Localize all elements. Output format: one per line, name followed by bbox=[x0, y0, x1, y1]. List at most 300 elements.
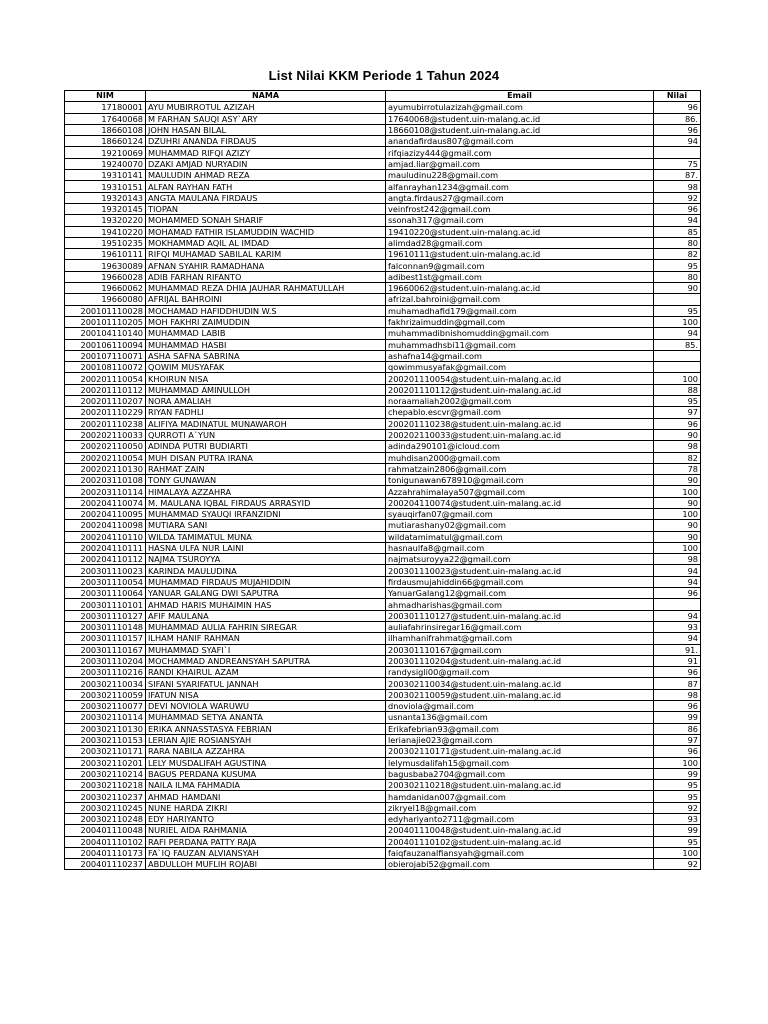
cell-nim: 200204110074 bbox=[65, 497, 146, 508]
cell-nama: ALFAN RAYHAN FATH bbox=[146, 181, 386, 192]
cell-nim: 200201110229 bbox=[65, 407, 146, 418]
table-row bbox=[65, 339, 701, 350]
cell-nama: MUHAMMAD RIFQI AZIZY bbox=[146, 147, 386, 158]
table-row bbox=[65, 497, 701, 508]
cell-nilai: 94 bbox=[654, 328, 701, 339]
cell-nilai: 87 bbox=[654, 678, 701, 689]
cell-nim: 200302110214 bbox=[65, 768, 146, 779]
cell-email: 17640068@student.uin-malang.ac.id bbox=[386, 113, 654, 124]
cell-nim: 200401110102 bbox=[65, 836, 146, 847]
cell-nama: MUHAMMAD SYAUQI IRFANZIDNI bbox=[146, 508, 386, 519]
cell-email: muhamadhafid179@gmail.com bbox=[386, 305, 654, 316]
table-row bbox=[65, 836, 701, 847]
cell-nama: MUH DISAN PUTRA IRANA bbox=[146, 452, 386, 463]
cell-nim: 200302110114 bbox=[65, 712, 146, 723]
cell-nilai: 93 bbox=[654, 814, 701, 825]
table-row bbox=[65, 158, 701, 169]
cell-email: 19610111@student.uin-malang.ac.id bbox=[386, 249, 654, 260]
cell-nim: 200302110245 bbox=[65, 802, 146, 813]
cell-nim: 19410220 bbox=[65, 226, 146, 237]
cell-nama: HIMALAYA AZZAHRA bbox=[146, 486, 386, 497]
cell-nilai: 75 bbox=[654, 158, 701, 169]
table-row bbox=[65, 170, 701, 181]
table-row bbox=[65, 565, 701, 576]
cell-email: muhammadhsbi11@gmail.com bbox=[386, 339, 654, 350]
cell-nilai: 100 bbox=[654, 316, 701, 327]
cell-email: rifqiazizy444@gmail.com bbox=[386, 147, 654, 158]
cell-nama: ASHA SAFNA SABRINA bbox=[146, 350, 386, 361]
cell-nama: AHMAD HARIS MUHAIMIN HAS bbox=[146, 599, 386, 610]
cell-nama: SIFANI SYARIFATUL JANNAH bbox=[146, 678, 386, 689]
cell-nilai: 95 bbox=[654, 396, 701, 407]
cell-nilai bbox=[654, 147, 701, 158]
cell-nama: LERIAN AJIE ROSIANSYAH bbox=[146, 734, 386, 745]
table-row bbox=[65, 452, 701, 463]
cell-email: firdausmujahiddin66@gmail.com bbox=[386, 576, 654, 587]
cell-nilai: 100 bbox=[654, 757, 701, 768]
cell-nama: RARA NABILA AZZAHRA bbox=[146, 746, 386, 757]
cell-email: 200301110023@student.uin-malang.ac.id bbox=[386, 565, 654, 576]
table-row bbox=[65, 294, 701, 305]
column-header-nim: NIM bbox=[65, 91, 146, 102]
cell-nilai: 97 bbox=[654, 407, 701, 418]
cell-nama: EDY HARIYANTO bbox=[146, 814, 386, 825]
cell-email: auliafahrinsiregar16@gmail.com bbox=[386, 621, 654, 632]
cell-nim: 200401110048 bbox=[65, 825, 146, 836]
table-row bbox=[65, 655, 701, 666]
table-row bbox=[65, 746, 701, 757]
cell-nim: 200202110033 bbox=[65, 429, 146, 440]
cell-email: afrizal.bahroini@gmail.com bbox=[386, 294, 654, 305]
table-row bbox=[65, 260, 701, 271]
cell-nim: 200302110237 bbox=[65, 791, 146, 802]
table-row bbox=[65, 429, 701, 440]
table-row bbox=[65, 124, 701, 135]
table-row bbox=[65, 791, 701, 802]
cell-nilai: 100 bbox=[654, 542, 701, 553]
cell-nilai: 96 bbox=[654, 102, 701, 113]
cell-nama: MUHAMMAD SYAFI`I bbox=[146, 644, 386, 655]
cell-email: mutiarashany02@gmail.com bbox=[386, 520, 654, 531]
table-row bbox=[65, 475, 701, 486]
cell-nilai bbox=[654, 294, 701, 305]
table-row bbox=[65, 599, 701, 610]
table-row bbox=[65, 486, 701, 497]
cell-nilai: 88 bbox=[654, 384, 701, 395]
cell-nilai: 95 bbox=[654, 260, 701, 271]
cell-email: 19410220@student.uin-malang.ac.id bbox=[386, 226, 654, 237]
cell-nim: 200202110050 bbox=[65, 441, 146, 452]
cell-nilai: 98 bbox=[654, 181, 701, 192]
cell-nilai: 96 bbox=[654, 124, 701, 135]
table-row bbox=[65, 644, 701, 655]
cell-email: adinda290101@icloud.com bbox=[386, 441, 654, 452]
cell-nim: 200204110110 bbox=[65, 531, 146, 542]
table-row bbox=[65, 102, 701, 113]
cell-nilai: 90 bbox=[654, 475, 701, 486]
cell-email: YanuarGalang12@gmail.com bbox=[386, 588, 654, 599]
cell-nim: 200101110028 bbox=[65, 305, 146, 316]
cell-email: lelymusdalifah15@gmail.com bbox=[386, 757, 654, 768]
cell-nama: RIYAN FADHLI bbox=[146, 407, 386, 418]
table-row bbox=[65, 192, 701, 203]
table-row bbox=[65, 610, 701, 621]
cell-nim: 200302110218 bbox=[65, 780, 146, 791]
cell-nilai: 100 bbox=[654, 508, 701, 519]
cell-email: muhdisan2000@gmail.com bbox=[386, 452, 654, 463]
cell-nama: NURIEL AIDA RAHMANIA bbox=[146, 825, 386, 836]
table-row bbox=[65, 305, 701, 316]
cell-email: alimdad28@gmail.com bbox=[386, 237, 654, 248]
table-row bbox=[65, 237, 701, 248]
cell-nim: 19510235 bbox=[65, 237, 146, 248]
cell-nama: QOWIM MUSYAFAK bbox=[146, 362, 386, 373]
cell-email: ssonah317@gmail.com bbox=[386, 215, 654, 226]
table-row bbox=[65, 701, 701, 712]
cell-nilai: 96 bbox=[654, 418, 701, 429]
cell-email: ahmadharishas@gmail.com bbox=[386, 599, 654, 610]
cell-nilai: 100 bbox=[654, 486, 701, 497]
cell-nama: BAGUS PERDANA KUSUMA bbox=[146, 768, 386, 779]
table-row bbox=[65, 802, 701, 813]
cell-nilai: 99 bbox=[654, 768, 701, 779]
table-row bbox=[65, 633, 701, 644]
table-row bbox=[65, 542, 701, 553]
cell-email: veinfrost242@gmail.com bbox=[386, 203, 654, 214]
cell-nilai: 82 bbox=[654, 249, 701, 260]
cell-nim: 19610111 bbox=[65, 249, 146, 260]
cell-nim: 200401110237 bbox=[65, 859, 146, 870]
table-row bbox=[65, 678, 701, 689]
cell-nama: NAILA ILMA FAHMADIA bbox=[146, 780, 386, 791]
cell-nama: ABDULLOH MUFLIH ROJABI bbox=[146, 859, 386, 870]
cell-nama: MOH FAKHRI ZAIMUDDIN bbox=[146, 316, 386, 327]
cell-nilai bbox=[654, 350, 701, 361]
table-row bbox=[65, 136, 701, 147]
cell-nilai bbox=[654, 362, 701, 373]
cell-nilai: 94 bbox=[654, 215, 701, 226]
cell-nim: 200202110130 bbox=[65, 463, 146, 474]
cell-email: tonigunawan678910@gmail.com bbox=[386, 475, 654, 486]
cell-nama: ALIFIYA MADINATUL MUNAWAROH bbox=[146, 418, 386, 429]
cell-nilai: 99 bbox=[654, 712, 701, 723]
cell-email: fakhrizaimuddin@gmail.com bbox=[386, 316, 654, 327]
table-row bbox=[65, 712, 701, 723]
table-row bbox=[65, 203, 701, 214]
cell-nim: 19320143 bbox=[65, 192, 146, 203]
cell-email: 200301110204@student.uin-malang.ac.id bbox=[386, 655, 654, 666]
cell-email: mauludinu228@gmail.com bbox=[386, 170, 654, 181]
cell-nim: 200106110094 bbox=[65, 339, 146, 350]
table-row bbox=[65, 576, 701, 587]
cell-nilai: 95 bbox=[654, 836, 701, 847]
cell-nama: ERIKA ANNASSTASYA FEBRIAN bbox=[146, 723, 386, 734]
table-row bbox=[65, 859, 701, 870]
cell-nilai: 85 bbox=[654, 226, 701, 237]
cell-nama: YANUAR GALANG DWI SAPUTRA bbox=[146, 588, 386, 599]
cell-nilai: 96 bbox=[654, 701, 701, 712]
table-row bbox=[65, 350, 701, 361]
cell-nama: NAJMA TSUROYYA bbox=[146, 554, 386, 565]
cell-nilai: 78 bbox=[654, 463, 701, 474]
cell-nilai: 90 bbox=[654, 429, 701, 440]
table-row bbox=[65, 373, 701, 384]
cell-nama: HASNA ULFA NUR LAINI bbox=[146, 542, 386, 553]
cell-nama: RIFQI MUHAMAD SABILAL KARIM bbox=[146, 249, 386, 260]
cell-email: bagusbaba2704@gmail.com bbox=[386, 768, 654, 779]
cell-nama: M. MAULANA IQBAL FIRDAUS ARRASYID bbox=[146, 497, 386, 508]
cell-email: 200204110074@student.uin-malang.ac.id bbox=[386, 497, 654, 508]
cell-email: hamdanidan007@gmail.com bbox=[386, 791, 654, 802]
cell-nilai: 91. bbox=[654, 644, 701, 655]
cell-nama: JOHN HASAN BILAL bbox=[146, 124, 386, 135]
cell-nama: MOHAMMED SONAH SHARIF bbox=[146, 215, 386, 226]
table-row bbox=[65, 531, 701, 542]
cell-nama: ADINDA PUTRI BUDIARTI bbox=[146, 441, 386, 452]
table-row bbox=[65, 226, 701, 237]
cell-nilai: 96 bbox=[654, 667, 701, 678]
cell-nilai: 95 bbox=[654, 791, 701, 802]
cell-nama: QURROTI A`YUN bbox=[146, 429, 386, 440]
cell-email: 200401110102@student.uin-malang.ac.id bbox=[386, 836, 654, 847]
cell-nim: 200302110077 bbox=[65, 701, 146, 712]
cell-email: 200201110238@student.uin-malang.ac.id bbox=[386, 418, 654, 429]
cell-nama: MUHAMMAD HASBI bbox=[146, 339, 386, 350]
cell-nim: 200201110207 bbox=[65, 396, 146, 407]
cell-nama: MUHAMMAD FIRDAUS MUJAHIDDIN bbox=[146, 576, 386, 587]
cell-nama: NORA AMALIAH bbox=[146, 396, 386, 407]
table-row bbox=[65, 441, 701, 452]
cell-nilai: 98 bbox=[654, 441, 701, 452]
cell-nama: MUHAMMAD SETYA ANANTA bbox=[146, 712, 386, 723]
cell-email: falconnan9@gmail.com bbox=[386, 260, 654, 271]
table-row bbox=[65, 181, 701, 192]
cell-nama: ADIB FARHAN RIFANTO bbox=[146, 271, 386, 282]
table-row bbox=[65, 271, 701, 282]
cell-nama: TIOPAN bbox=[146, 203, 386, 214]
cell-nim: 17640068 bbox=[65, 113, 146, 124]
cell-email: noraamaliah2002@gmail.com bbox=[386, 396, 654, 407]
cell-email: 200302110218@student.uin-malang.ac.id bbox=[386, 780, 654, 791]
cell-email: usnanta136@gmail.com bbox=[386, 712, 654, 723]
table-row bbox=[65, 588, 701, 599]
column-header-email: Email bbox=[386, 91, 654, 102]
table-row bbox=[65, 757, 701, 768]
cell-nilai: 100 bbox=[654, 847, 701, 858]
table-row bbox=[65, 780, 701, 791]
cell-nim: 200302110171 bbox=[65, 746, 146, 757]
cell-nilai: 80 bbox=[654, 271, 701, 282]
cell-nama: MOCHAMAD HAFIDDHUDIN W.S bbox=[146, 305, 386, 316]
cell-email: chepablo.escvr@gmail.com bbox=[386, 407, 654, 418]
cell-nilai: 94 bbox=[654, 565, 701, 576]
cell-nilai bbox=[654, 599, 701, 610]
cell-nim: 200302110130 bbox=[65, 723, 146, 734]
cell-email: muhammadibnishomuddin@gmail.com bbox=[386, 328, 654, 339]
cell-email: zikryel18@gmail.com bbox=[386, 802, 654, 813]
cell-nim: 200301110216 bbox=[65, 667, 146, 678]
cell-nama: DZUHRI ANANDA FIRDAUS bbox=[146, 136, 386, 147]
cell-nim: 19660062 bbox=[65, 283, 146, 294]
cell-nama: WILDA TAMIMATUL MUNA bbox=[146, 531, 386, 542]
cell-nim: 200302110034 bbox=[65, 678, 146, 689]
table-row bbox=[65, 147, 701, 158]
cell-email: amjad.liar@gmail.com bbox=[386, 158, 654, 169]
cell-nilai: 94 bbox=[654, 576, 701, 587]
cell-nama: RAHMAT ZAIN bbox=[146, 463, 386, 474]
table-row bbox=[65, 520, 701, 531]
cell-email: 200302110034@student.uin-malang.ac.id bbox=[386, 678, 654, 689]
cell-nim: 18660108 bbox=[65, 124, 146, 135]
cell-nim: 19310151 bbox=[65, 181, 146, 192]
cell-email: ashafna14@gmail.com bbox=[386, 350, 654, 361]
cell-nama: KHOIRUN NISA bbox=[146, 373, 386, 384]
table-row bbox=[65, 734, 701, 745]
cell-email: randysigli00@gmail.com bbox=[386, 667, 654, 678]
cell-nama: LELY MUSDALIFAH AGUSTINA bbox=[146, 757, 386, 768]
column-header-nilai: Nilai bbox=[654, 91, 701, 102]
cell-nim: 19630089 bbox=[65, 260, 146, 271]
cell-nilai: 95 bbox=[654, 780, 701, 791]
cell-email: angta.firdaus27@gmail.com bbox=[386, 192, 654, 203]
cell-nama: AFRIJAL BAHROINI bbox=[146, 294, 386, 305]
cell-nama: DZAKI AMJAD NURYADIN bbox=[146, 158, 386, 169]
cell-nilai: 92 bbox=[654, 859, 701, 870]
cell-nama: AHMAD HAMDANI bbox=[146, 791, 386, 802]
cell-nama: MUHAMMAD REZA DHIA JAUHAR RAHMATULLAH bbox=[146, 283, 386, 294]
cell-nim: 200301110054 bbox=[65, 576, 146, 587]
cell-nama: AYU MUBIRROTUL AZIZAH bbox=[146, 102, 386, 113]
cell-email: obierojabi52@gmail.com bbox=[386, 859, 654, 870]
cell-nim: 200301110064 bbox=[65, 588, 146, 599]
cell-nilai: 85. bbox=[654, 339, 701, 350]
table-row bbox=[65, 384, 701, 395]
cell-email: edyhariyanto2711@gmail.com bbox=[386, 814, 654, 825]
cell-nim: 200108110072 bbox=[65, 362, 146, 373]
cell-nim: 200204110095 bbox=[65, 508, 146, 519]
cell-nama: FA`IQ FAUZAN ALVIANSYAH bbox=[146, 847, 386, 858]
cell-nilai: 100 bbox=[654, 373, 701, 384]
cell-nama: AFNAN SYAHIR RAMADHANA bbox=[146, 260, 386, 271]
cell-email: 200202110033@student.uin-malang.ac.id bbox=[386, 429, 654, 440]
table-row bbox=[65, 689, 701, 700]
cell-nama: MUHAMMAD AMINULLOH bbox=[146, 384, 386, 395]
table-row bbox=[65, 362, 701, 373]
cell-email: 19660062@student.uin-malang.ac.id bbox=[386, 283, 654, 294]
grades-table bbox=[64, 90, 701, 870]
cell-nilai: 82 bbox=[654, 452, 701, 463]
table-row bbox=[65, 283, 701, 294]
cell-nim: 200204110112 bbox=[65, 554, 146, 565]
cell-nilai: 86. bbox=[654, 113, 701, 124]
cell-nilai: 80 bbox=[654, 237, 701, 248]
cell-nama: NUNE HARDA ZIKRI bbox=[146, 802, 386, 813]
table-row bbox=[65, 407, 701, 418]
cell-email: qowimmusyafak@gmail.com bbox=[386, 362, 654, 373]
cell-email: 200302110059@student.uin-malang.ac.id bbox=[386, 689, 654, 700]
cell-nilai: 91 bbox=[654, 655, 701, 666]
cell-nama: TONY GUNAWAN bbox=[146, 475, 386, 486]
table-row bbox=[65, 215, 701, 226]
cell-nilai: 98 bbox=[654, 689, 701, 700]
cell-nim: 200301110101 bbox=[65, 599, 146, 610]
cell-email: najmatsuroyya22@gmail.com bbox=[386, 554, 654, 565]
cell-nilai: 87. bbox=[654, 170, 701, 181]
table-row bbox=[65, 723, 701, 734]
cell-nim: 200302110059 bbox=[65, 689, 146, 700]
cell-email: wildatamimatul@gmail.com bbox=[386, 531, 654, 542]
table-row bbox=[65, 768, 701, 779]
cell-nim: 19660028 bbox=[65, 271, 146, 282]
cell-nama: MOCHAMMAD ANDREANSYAH SAPUTRA bbox=[146, 655, 386, 666]
cell-email: 200401110048@student.uin-malang.ac.id bbox=[386, 825, 654, 836]
table-row bbox=[65, 621, 701, 632]
cell-email: ilhamhanifrahmat@gmail.com bbox=[386, 633, 654, 644]
cell-nim: 19320145 bbox=[65, 203, 146, 214]
table-row bbox=[65, 814, 701, 825]
cell-nim: 19210069 bbox=[65, 147, 146, 158]
cell-nim: 200302110153 bbox=[65, 734, 146, 745]
cell-email: 18660108@student.uin-malang.ac.id bbox=[386, 124, 654, 135]
cell-nim: 19310141 bbox=[65, 170, 146, 181]
cell-nama: MAULUDIN AHMAD REZA bbox=[146, 170, 386, 181]
cell-nilai: 93 bbox=[654, 621, 701, 632]
cell-nama: MUTIARA SANI bbox=[146, 520, 386, 531]
cell-email: hasnaulfa8@gmail.com bbox=[386, 542, 654, 553]
table-row bbox=[65, 847, 701, 858]
cell-nilai: 94 bbox=[654, 136, 701, 147]
cell-nilai: 94 bbox=[654, 633, 701, 644]
column-header-nama: NAMA bbox=[146, 91, 386, 102]
cell-nama: MUHAMMAD AULIA FAHRIN SIREGAR bbox=[146, 621, 386, 632]
cell-nilai: 92 bbox=[654, 192, 701, 203]
cell-email: anandafirdaus807@gmail.com bbox=[386, 136, 654, 147]
cell-nilai: 90 bbox=[654, 497, 701, 508]
table-row bbox=[65, 418, 701, 429]
cell-nim: 200401110173 bbox=[65, 847, 146, 858]
cell-nim: 200204110111 bbox=[65, 542, 146, 553]
cell-nim: 200301110148 bbox=[65, 621, 146, 632]
cell-nim: 17180001 bbox=[65, 102, 146, 113]
cell-nim: 200101110205 bbox=[65, 316, 146, 327]
cell-nim: 200104110140 bbox=[65, 328, 146, 339]
cell-email: 200201110054@student.uin-malang.ac.id bbox=[386, 373, 654, 384]
cell-nim: 18660124 bbox=[65, 136, 146, 147]
cell-email: alfanrayhan1234@gmail.com bbox=[386, 181, 654, 192]
table-row bbox=[65, 667, 701, 678]
cell-email: 200301110127@student.uin-malang.ac.id bbox=[386, 610, 654, 621]
cell-nilai: 98 bbox=[654, 554, 701, 565]
cell-email: syauqirfan07@gmail.com bbox=[386, 508, 654, 519]
cell-email: rahmatzain2806@gmail.com bbox=[386, 463, 654, 474]
cell-nim: 200203110114 bbox=[65, 486, 146, 497]
cell-nama: DEVI NOVIOLA WARUWU bbox=[146, 701, 386, 712]
table-row bbox=[65, 463, 701, 474]
cell-nama: ILHAM HANIF RAHMAN bbox=[146, 633, 386, 644]
cell-email: 200201110112@student.uin-malang.ac.id bbox=[386, 384, 654, 395]
cell-nim: 200107110071 bbox=[65, 350, 146, 361]
cell-email: lerianajie023@gmail.com bbox=[386, 734, 654, 745]
cell-nilai: 94 bbox=[654, 610, 701, 621]
cell-nilai: 97 bbox=[654, 734, 701, 745]
cell-nilai: 86 bbox=[654, 723, 701, 734]
cell-nim: 200301110167 bbox=[65, 644, 146, 655]
cell-nilai: 96 bbox=[654, 746, 701, 757]
cell-email: Azzahrahimalaya507@gmail.com bbox=[386, 486, 654, 497]
cell-email: ayumubirrotulazizah@gmail.com bbox=[386, 102, 654, 113]
cell-nilai: 96 bbox=[654, 588, 701, 599]
cell-nilai: 90 bbox=[654, 520, 701, 531]
